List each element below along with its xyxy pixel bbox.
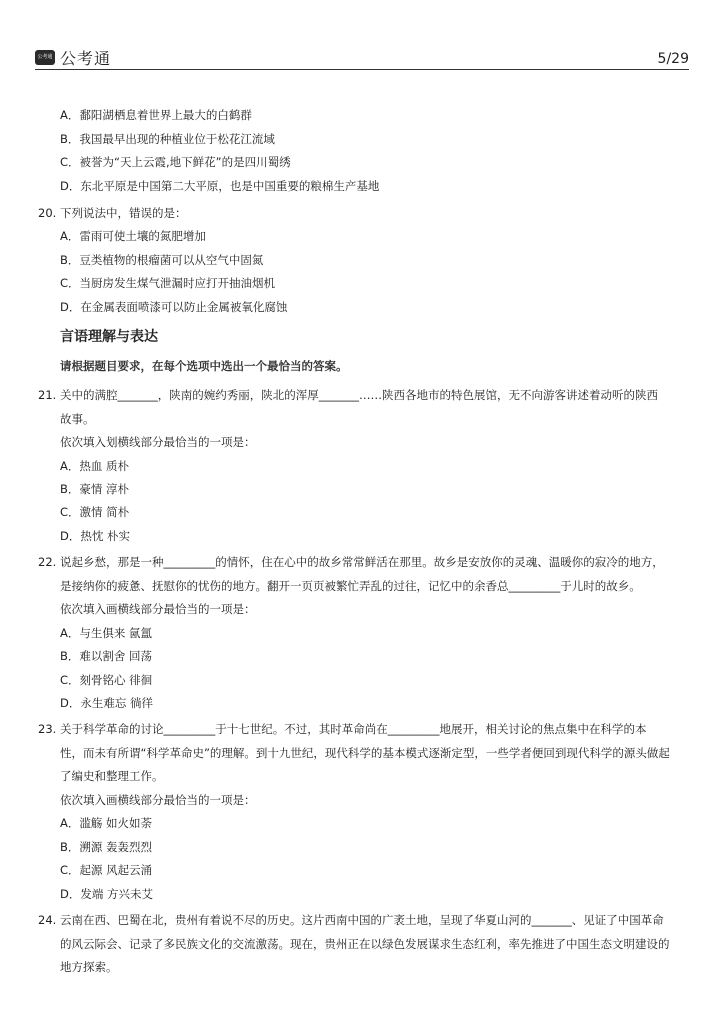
question-stem: 21. 关中的满腔_______，陕南的婉约秀丽，陕北的浑厚_______……陕西各地市的特色展馆，无不向游客讲述着动听的陕西 (38, 388, 658, 402)
question-stem-cont: 了编史和整理工作。 (60, 769, 164, 783)
question-prompt: 依次填入划横线部分最恰当的一项是： (60, 435, 256, 449)
question-stem-cont: 故事。 (60, 412, 95, 426)
option-line: C．起源 风起云涌 (60, 863, 153, 877)
option-line: C．激情 简朴 (60, 505, 130, 519)
option-line: D．发端 方兴未艾 (60, 887, 154, 901)
logo-badge: 公考通 (35, 50, 55, 65)
option-line: A．鄱阳湖栖息着世界上最大的白鹤群 (60, 108, 252, 122)
option-line: A．热血 质朴 (60, 459, 130, 473)
option-line: D．热忱 朴实 (60, 529, 131, 543)
header-divider (35, 69, 689, 70)
question-stem: 23. 关于科学革命的讨论_________于十七世纪。不过，其时革命尚在_________地展开，相关讨论的焦点集中在科学的本 (38, 722, 647, 736)
option-line: B．我国最早出现的种植业位于松花江流域 (60, 132, 275, 146)
brand-name: 公考通 (60, 49, 112, 68)
page-header (35, 44, 689, 70)
option-line: B．豆类植物的根瘤菌可以从空气中固氮 (60, 253, 264, 267)
option-line: D．永生难忘 徜徉 (60, 696, 154, 710)
question-stem-cont: 是接纳你的疲惫、抚慰你的忧伤的地方。翻开一页页被繁忙弄乱的过往，记忆中的余香总_________于儿时的故乡。 (60, 579, 641, 593)
section-instruction: 请根据题目要求，在每个选项中选出一个最恰当的答案。 (60, 359, 348, 373)
option-line: A．与生俱来 氤氲 (60, 626, 153, 640)
option-line: C．刻骨铭心 徘徊 (60, 673, 153, 687)
question-prompt: 依次填入画横线部分最恰当的一项是： (60, 793, 256, 807)
option-line: A．滥觞 如火如荼 (60, 816, 153, 830)
question-stem-cont: 性，而未有所谓“科学革命史”的理解。到十九世纪，现代科学的基本模式逐渐定型，一些学者便回到现代科学的源头做起 (60, 746, 670, 760)
option-line: B．难以割舍 回荡 (60, 649, 153, 663)
page-number: 5/29 (657, 51, 689, 67)
question-stem: 24. 云南在西、巴蜀在北，贵州有着说不尽的历史。这片西南中国的广袤土地，呈现了华夏山河的_______、见证了中国革命 (38, 913, 664, 927)
question-stem: 22. 说起乡愁，那是一种_________的情怀，住在心中的故乡常常鲜活在那里。故乡是安放你的灵魂、温暖你的寂冷的地方， (38, 555, 664, 569)
option-line: C．当厨房发生煤气泄漏时应打开抽油烟机 (60, 276, 276, 290)
option-line: B．溯源 轰轰烈烈 (60, 840, 153, 854)
brand-logo (35, 46, 111, 69)
option-line: D．东北平原是中国第二大平原，也是中国重要的粮棉生产基地 (60, 179, 380, 193)
option-line: C．被誉为“天上云霞,地下鲜花”的是四川蜀绣 (60, 155, 291, 169)
question-stem-cont: 地方探索。 (60, 960, 118, 974)
option-line: A．雷雨可使土壤的氮肥增加 (60, 229, 206, 243)
question-stem-cont: 的风云际会、记录了多民族文化的交流激荡。现在，贵州正在以绿色发展谋求生态红利，率先推进了中国生态文明建设的 (60, 937, 670, 951)
option-line: B．豪情 淳朴 (60, 482, 130, 496)
question-stem: 20. 下列说法中，错误的是： (38, 206, 187, 220)
option-line: D．在金属表面喷漆可以防止金属被氧化腐蚀 (60, 300, 288, 314)
question-prompt: 依次填入画横线部分最恰当的一项是： (60, 602, 256, 616)
section-title: 言语理解与表达 (60, 329, 158, 345)
